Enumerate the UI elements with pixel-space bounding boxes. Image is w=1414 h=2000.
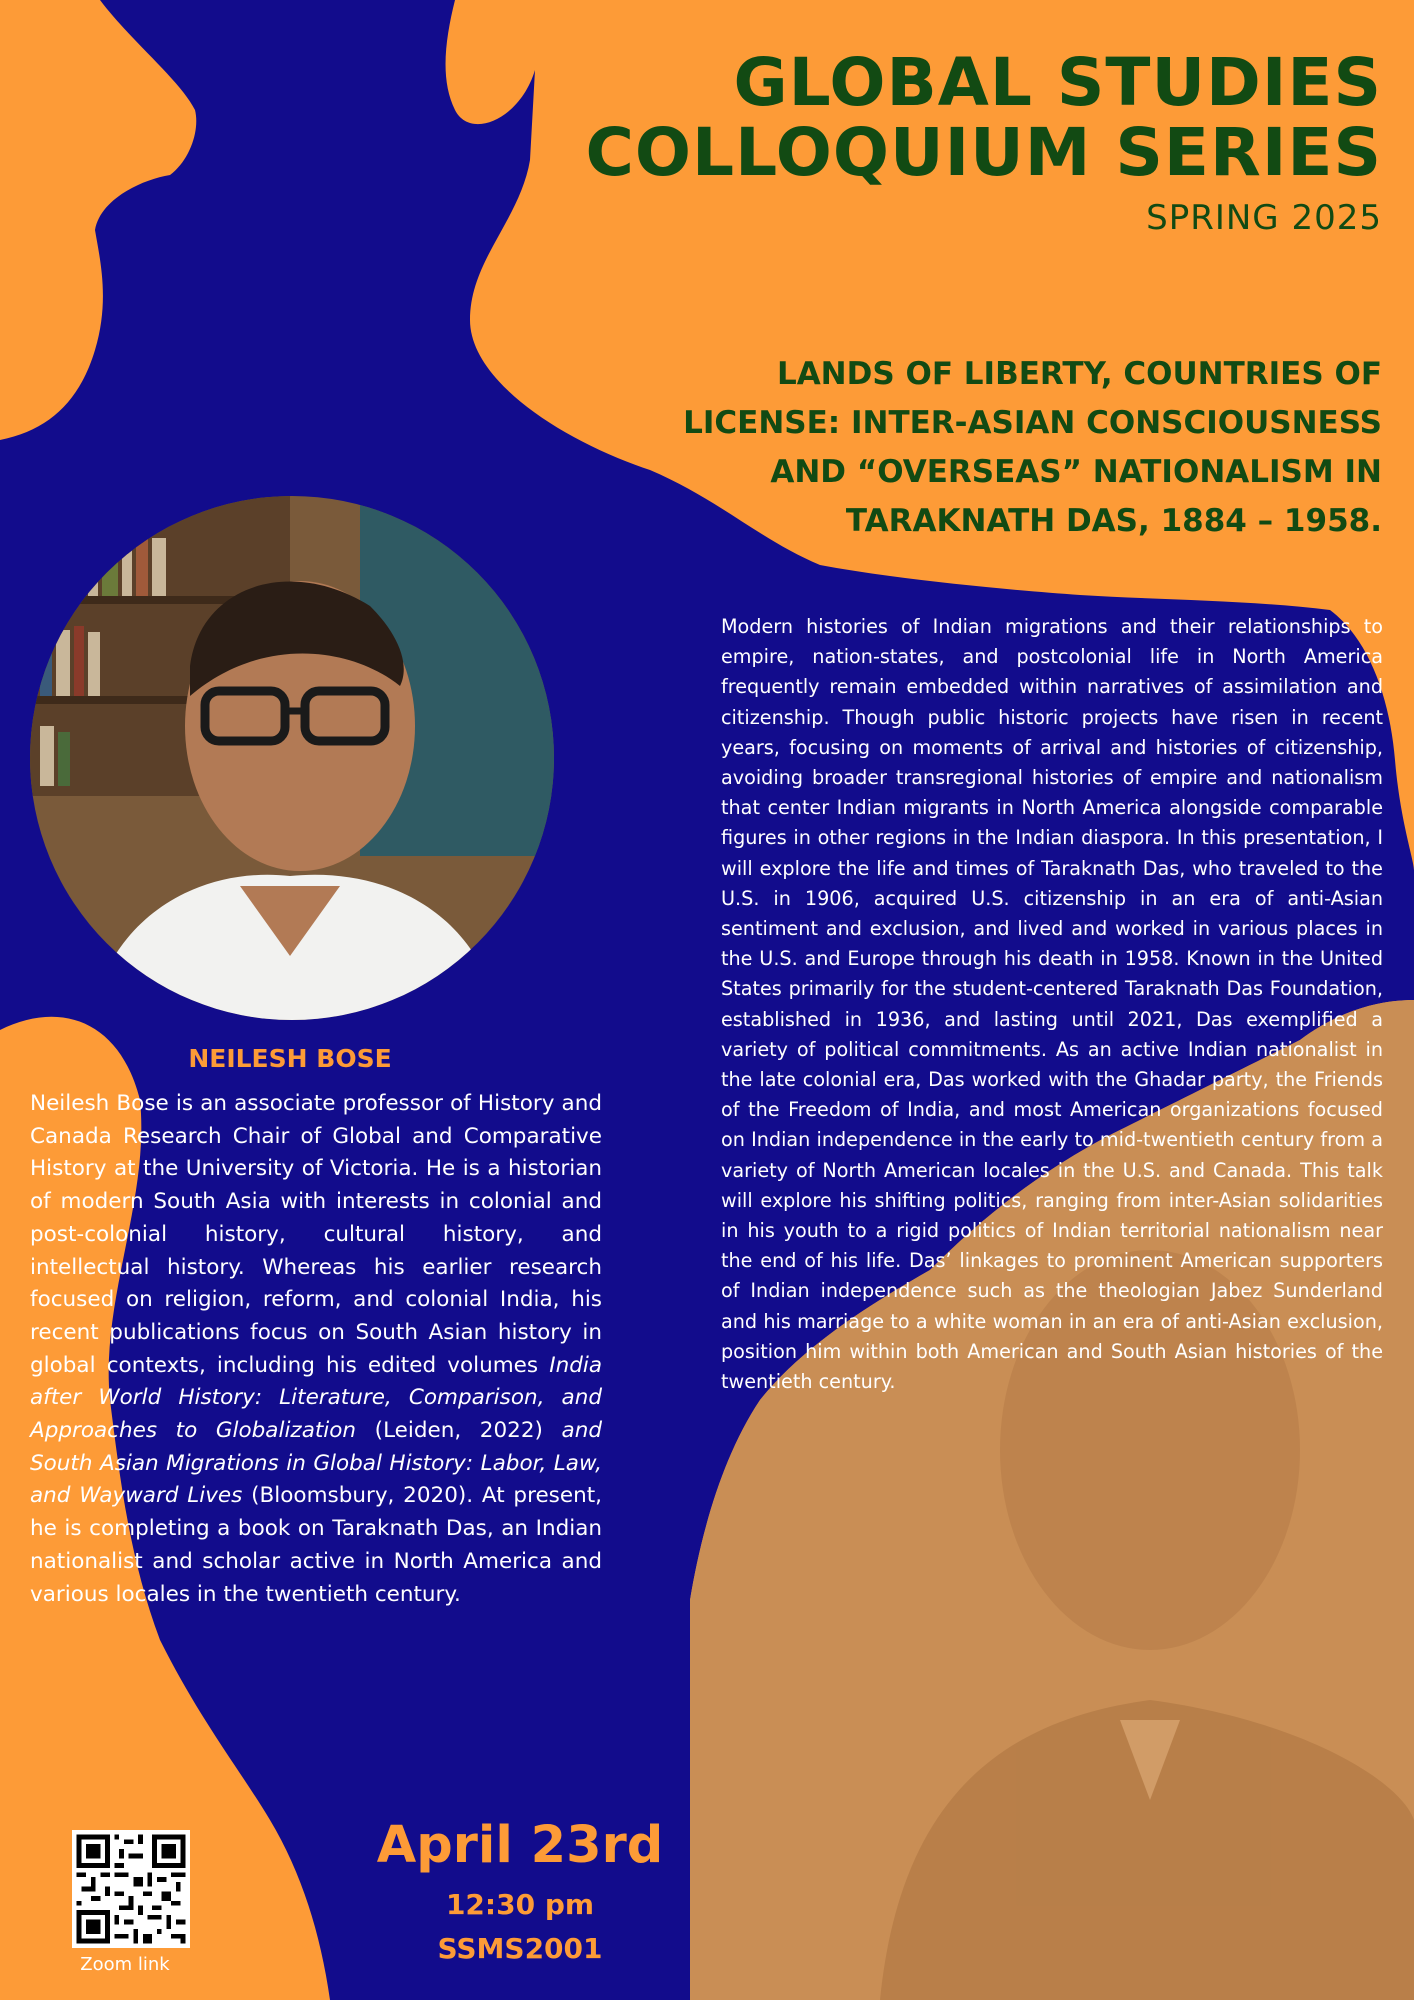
speaker-bio xyxy=(30,1088,602,1611)
speaker-photo xyxy=(30,496,554,1020)
semester-label: SPRING 2025 xyxy=(1146,198,1382,238)
bio-book-title-2: and South Asian Migrations in Global History: Labor, Law, and Wayward Lives xyxy=(30,1418,602,1509)
event-time: 12:30 pm xyxy=(445,1888,595,1921)
series-title-line2: COLLOQUIUM SERIES xyxy=(585,114,1382,191)
series-title xyxy=(585,44,1382,191)
bio-book-title-1: India after World History: Literature, Comparison, and Approaches to Globalization xyxy=(30,1352,602,1444)
series-title-line1: GLOBAL STUDIES xyxy=(733,44,1382,121)
zoom-link-label[interactable]: Zoom link xyxy=(80,1954,170,1975)
event-room: SSMS2001 xyxy=(437,1932,603,1965)
speaker-name: NEILESH BOSE xyxy=(188,1044,392,1073)
event-date: April 23rd xyxy=(376,1816,664,1875)
talk-title: LANDS OF LIBERTY, COUNTRIES OF LICENSE: INTER-ASIAN CONSCIOUSNESS AND “OVERSEAS” NATIONALISM IN TARAKNATH DAS, 1884 – 1958. xyxy=(683,356,1382,539)
talk-abstract: Modern histories of Indian migrations and their relationships to empire, nation-states, and postcolonial life in North America frequently remain embedded within narratives of assimilation and citizenship. Though public historic projects have risen in recent years, focusing on moments of arrival and histories of citizenship, avoiding broader transregional histories of empire and nationalism that center Indian migrants in North America alongside comparable figures in other regions in the Indian diaspora. In this presentation, I will explore the life and times of Taraknath Das, who traveled to the U.S. in 1906, acquired U.S. citizenship in an era of anti-Asian sentiment and exclusion, and lived and worked in various places in the U.S. and Europe through his death in 1958. Known in the United States primarily for the student-centered Taraknath Das Foundation, established in 1936, and lasting until 2021, Das exemplified a variety of political commitments. As an active Indian nationalist in the late colonial era, Das worked with the Ghadar party, the Friends of the Freedom of India, and most American organizations focused on Indian independence in the early to mid-twentieth century from a variety of North American locales in the U.S. and Canada. This talk will explore his shifting politics, ranging from inter-Asian solidarities in his youth to a rigid politics of Indian territorial nationalism near the end of his life. Das’ linkages to prominent American supporters of Indian independence such as the theologian Jabez Sunderland and his marriage to a white woman in an era of anti-Asian exclusion, position him within both American and South Asian histories of the twentieth century. xyxy=(721,615,1383,1394)
bio-text-part3: (Bloomsbury, 2020). At present, he is completing a book on Taraknath Das, an Indian nationalist and scholar active in North America and various locales in the twentieth century. xyxy=(30,1483,602,1607)
bio-text-part2: (Leiden, 2022) xyxy=(356,1418,562,1444)
bio-text-part1: Neilesh Bose is an associate professor of History and Canada Research Chair of Global and Comparative History at the University of Victoria. He is a historian of modern South Asia with interests in colonial and post-colonial history, cultural history, and intellectual history. Whereas his earlier research focused on religion, reform, and colonial India, his recent publications focus on South Asian history in global contexts, including his edited volumes xyxy=(30,1091,602,1378)
zoom-qr-code[interactable] xyxy=(72,1830,190,1948)
